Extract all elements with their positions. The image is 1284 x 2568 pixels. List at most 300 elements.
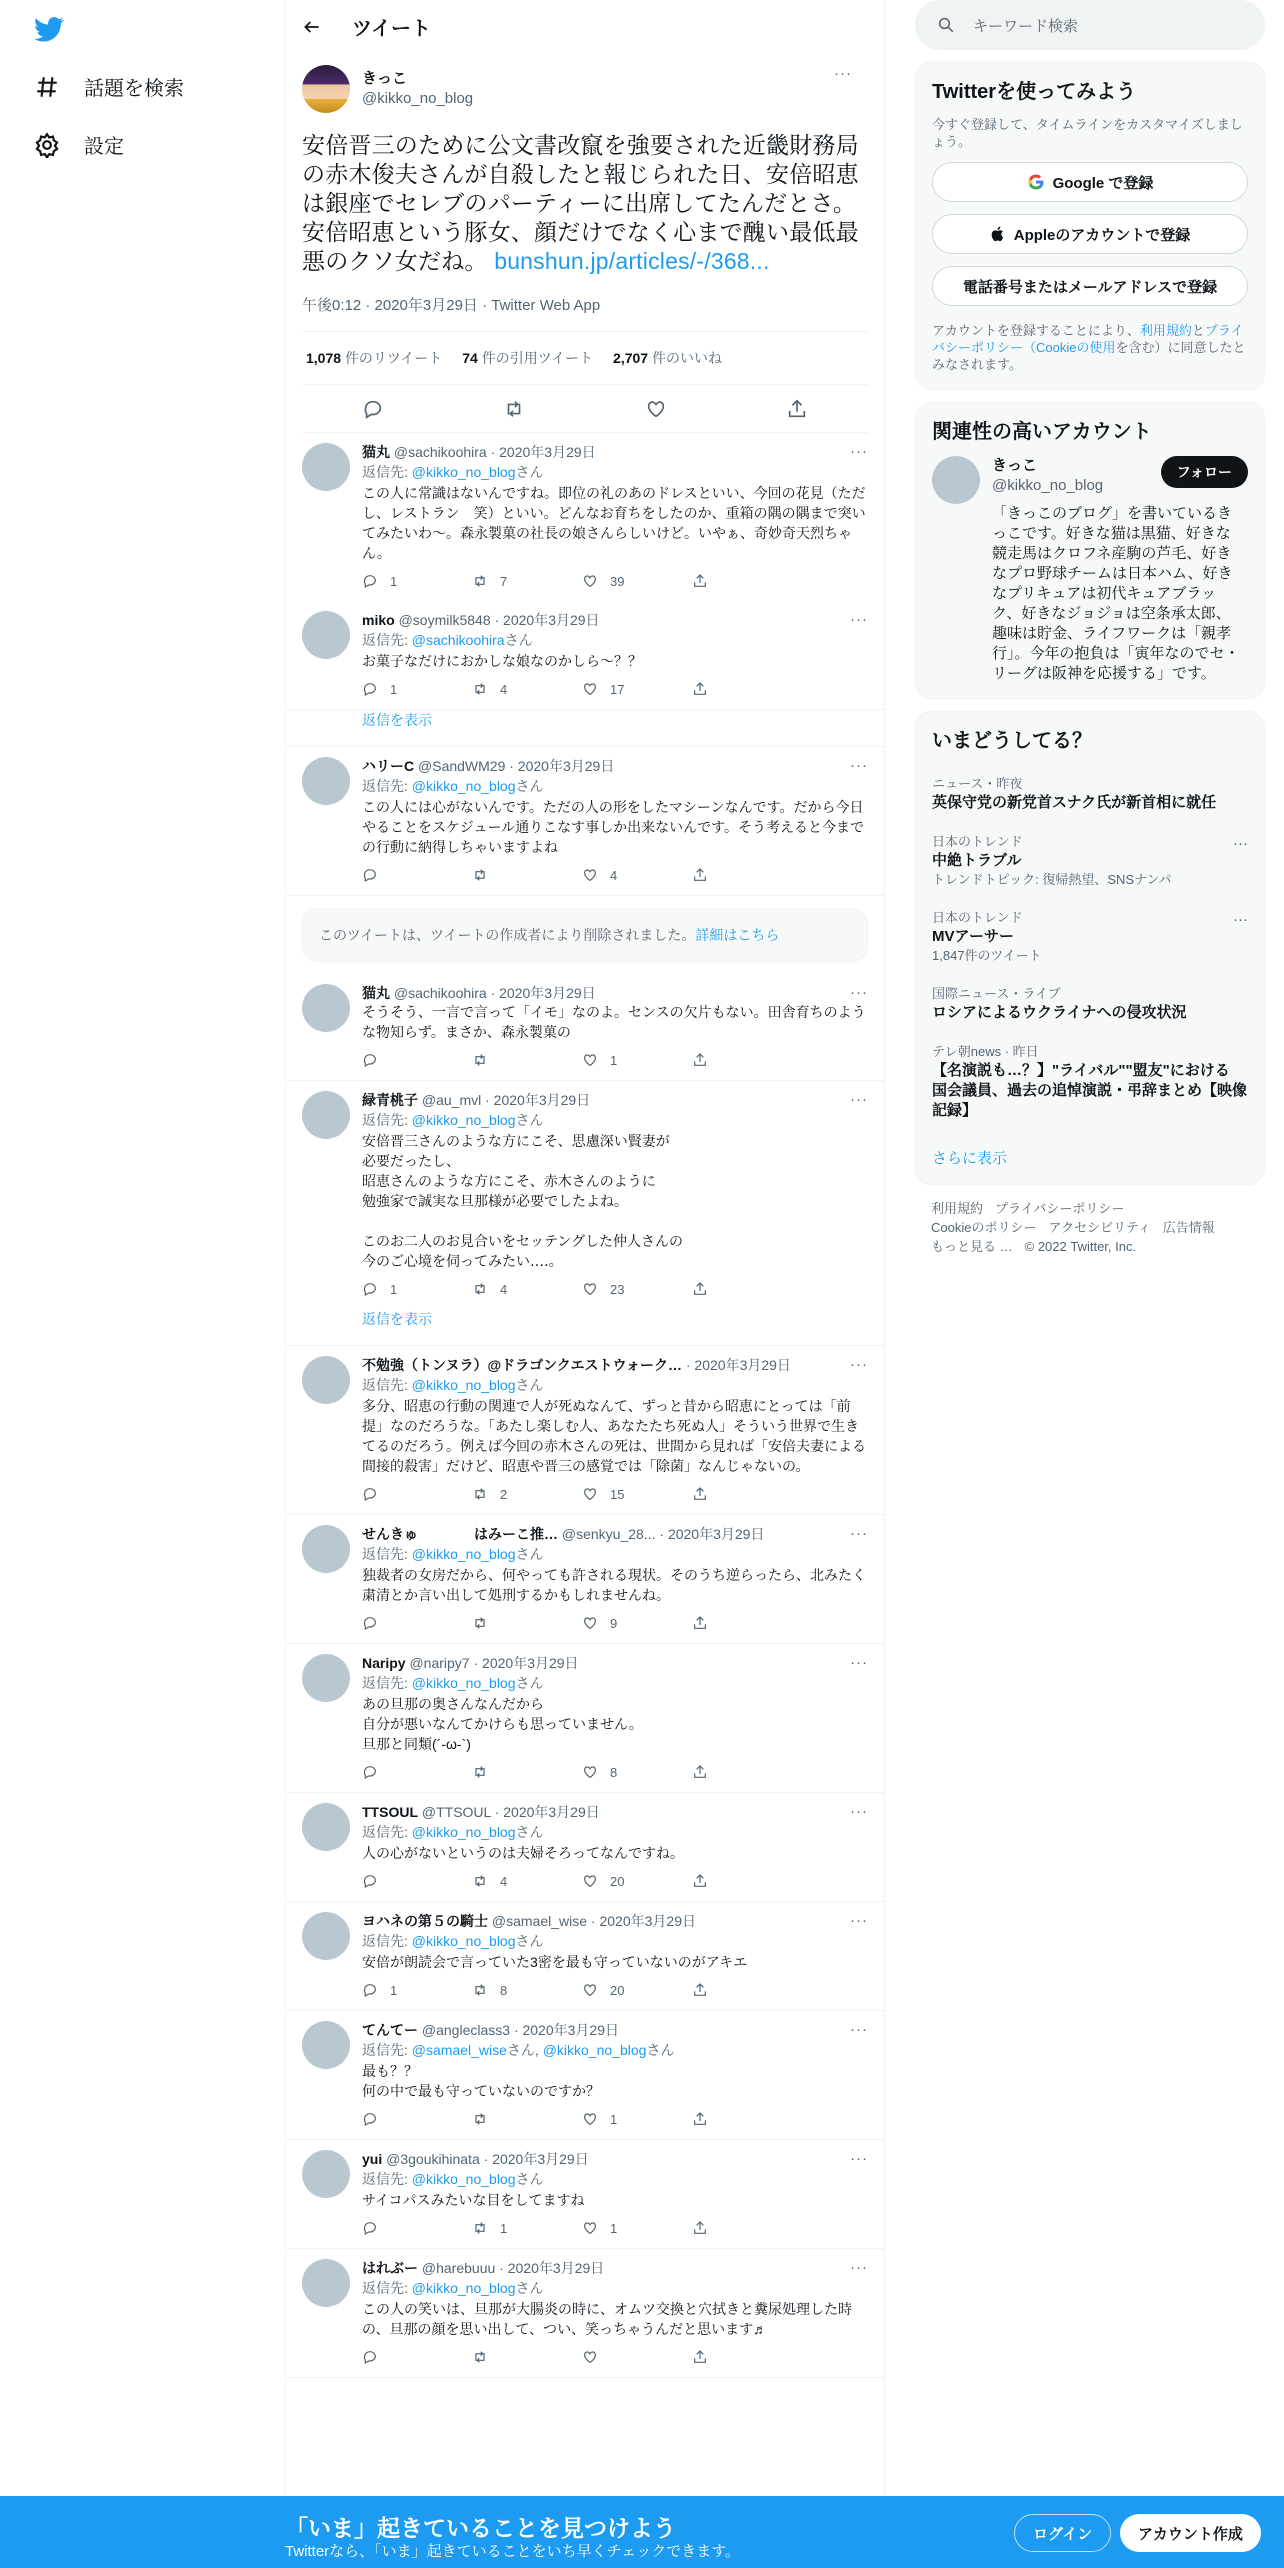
reply-author-name[interactable]: 猫丸: [362, 985, 390, 1001]
reply-header: [362, 1912, 868, 1930]
reply-to: 返信先: @sachikoohiraさん: [362, 632, 533, 648]
retweet-icon[interactable]: [472, 1982, 488, 1998]
reply-author-handle[interactable]: @senkyu_28...: [561, 1526, 656, 1542]
reply-text: あの旦那の奥さんなんだから 自分が悪いなんてかけらも思っていません。 旦那と同類(´-ω-`): [362, 1696, 643, 1752]
mention-link[interactable]: @sachikoohira: [411, 632, 505, 648]
author-handle[interactable]: @kikko_no_blog: [362, 90, 474, 107]
footer-links: [915, 1185, 1265, 1270]
like-icon[interactable]: [582, 681, 598, 697]
reply-icon[interactable]: [362, 1281, 378, 1297]
like-count: 20: [610, 1873, 625, 1889]
more-icon[interactable]: ···: [850, 1091, 868, 1108]
more-icon[interactable]: ···: [850, 1356, 868, 1373]
share-icon[interactable]: [692, 1982, 708, 1998]
like-icon[interactable]: [582, 2111, 598, 2127]
retweet-icon[interactable]: [472, 2220, 488, 2236]
reply-header: [362, 1356, 868, 1374]
reply-tweet[interactable]: [286, 601, 884, 710]
search-box[interactable]: [915, 0, 1265, 50]
more-icon[interactable]: ···: [850, 1912, 868, 1929]
reply-author-handle[interactable]: @sachikoohira: [393, 444, 487, 460]
avatar[interactable]: [302, 2150, 350, 2198]
reply-text: お菓子なだけにおかしな娘なのかしら〜？？: [362, 653, 642, 669]
mention-link[interactable]: @kikko_no_blog: [411, 1933, 516, 1949]
reply-author-name[interactable]: yui: [362, 2151, 383, 2167]
tweet-link[interactable]: bunshun.jp/articles/-/368...: [494, 248, 770, 274]
reply-count: 1: [390, 573, 398, 589]
trend-subtitle: トレンドトピック: 復帰熱望、SNSナンパ: [932, 872, 1172, 887]
reply-header: [362, 1525, 868, 1543]
reply-icon[interactable]: [362, 573, 378, 589]
avatar[interactable]: [302, 2259, 350, 2307]
more-icon[interactable]: ···: [1233, 835, 1248, 852]
avatar[interactable]: [302, 443, 350, 491]
retweet-icon[interactable]: [472, 1873, 488, 1889]
deleted-details-link[interactable]: 詳細はこちら: [695, 927, 780, 943]
reply-to: 返信先: @kikko_no_blogさん: [362, 1112, 544, 1128]
related-name: きっこ: [992, 457, 1038, 474]
like-count: 17: [610, 681, 625, 697]
retweet-icon[interactable]: [472, 1052, 488, 1068]
more-icon[interactable]: ···: [850, 1654, 868, 1671]
reply-author-name[interactable]: Naripy: [362, 1655, 406, 1671]
avatar[interactable]: [302, 2021, 350, 2069]
footer-link[interactable]: アクセシビリティ: [1048, 1220, 1151, 1235]
related-title: 関連性の高いアカウント: [932, 421, 1152, 443]
reply-date[interactable]: · 2020年3月29日: [494, 612, 600, 628]
trends-card: [915, 711, 1265, 1185]
reply-to: 返信先: @kikko_no_blogさん: [362, 2171, 544, 2187]
reply-to: 返信先: @kikko_no_blogさん: [362, 778, 544, 794]
reply-author-name[interactable]: せんきゅ はみーこ推…: [362, 1526, 558, 1542]
reply-icon[interactable]: [362, 1982, 378, 1998]
nav-explore[interactable]: [34, 72, 184, 101]
tweet-stats: [302, 332, 868, 385]
like-icon[interactable]: [582, 1486, 598, 1502]
share-icon[interactable]: [692, 1281, 708, 1297]
reply-tweet[interactable]: [286, 2011, 884, 2140]
like-count: 4: [610, 867, 618, 883]
main-column: [285, 0, 885, 2568]
reply-actions: [362, 2349, 802, 2365]
reply-author-handle[interactable]: @soymilk5848: [398, 612, 491, 628]
like-icon[interactable]: [582, 1615, 598, 1631]
reply-date[interactable]: · 2020年3月29日: [483, 2151, 589, 2167]
trend-item[interactable]: [916, 1033, 1264, 1131]
phone-signup-button[interactable]: [932, 266, 1248, 306]
share-icon[interactable]: [692, 867, 708, 883]
avatar[interactable]: [932, 456, 980, 504]
avatar[interactable]: [302, 1803, 350, 1851]
reply-icon[interactable]: [362, 2111, 378, 2127]
like-icon[interactable]: [582, 1764, 598, 1780]
like-icon[interactable]: [582, 573, 598, 589]
share-icon[interactable]: [692, 573, 708, 589]
reply-text: そうそう、一言で言って「イモ」なのよ。センスの欠片もない。田舎育ちのような物知らず。まさか、森永製菓の: [362, 1004, 866, 1040]
share-icon[interactable]: [692, 1052, 708, 1068]
tweet-actions: [302, 385, 868, 433]
like-count: 8: [610, 1764, 618, 1780]
reply-date[interactable]: · 2020年3月29日: [659, 1526, 765, 1542]
mention-link[interactable]: @kikko_no_blog: [542, 2042, 647, 2058]
right-sidebar: [915, 0, 1265, 1270]
retweet-count: 1: [500, 2220, 508, 2236]
footer-link[interactable]: 利用規約: [931, 1201, 984, 1216]
reply-author-name[interactable]: ヨハネの第５の騎士: [362, 1913, 488, 1929]
reply-actions: [362, 1281, 802, 1297]
signup-card: [915, 62, 1265, 390]
retweet-count: 4: [500, 1281, 508, 1297]
reply-date[interactable]: · 2020年3月29日: [490, 985, 596, 1001]
login-button[interactable]: ログイン: [1014, 2514, 1111, 2552]
reply-author-name[interactable]: TTSOUL: [362, 1804, 418, 1820]
reply-date[interactable]: · 2020年3月29日: [485, 1092, 591, 1108]
apple-signup-label: Appleのアカウントで登録: [1013, 226, 1191, 244]
like-count: 1: [610, 1052, 618, 1068]
reply-author-name[interactable]: ハリーC: [362, 758, 415, 774]
reply-author-handle[interactable]: @SandWM29: [418, 758, 506, 774]
more-icon[interactable]: ···: [850, 2021, 868, 2038]
trend-item[interactable]: [916, 823, 1264, 899]
reply-date[interactable]: · 2020年3月29日: [590, 1913, 696, 1929]
avatar[interactable]: [302, 1912, 350, 1960]
reply-date[interactable]: · 2020年3月29日: [494, 1804, 600, 1820]
more-icon[interactable]: ···: [1233, 911, 1248, 928]
terms-link[interactable]: 利用規約: [1139, 323, 1192, 338]
retweet-icon[interactable]: [472, 1281, 488, 1297]
more-icon[interactable]: ···: [850, 2259, 868, 2276]
avatar[interactable]: [302, 984, 350, 1032]
reply-date[interactable]: · 2020年3月29日: [513, 2022, 619, 2038]
avatar[interactable]: [302, 1525, 350, 1573]
footer-link[interactable]: プライバシーポリシー: [995, 1201, 1125, 1216]
trend-title: 英保守党の新党首スナク氏が新首相に就任: [932, 794, 1217, 811]
like-icon[interactable]: [582, 1052, 598, 1068]
retweet-icon[interactable]: [472, 2111, 488, 2127]
trend-title: MVアーサー: [932, 928, 1015, 945]
quote-count[interactable]: 74 件の引用ツイート: [462, 350, 594, 366]
reply-text: 独裁者の女房だから、何やっても許される現状。そのうち逆らったら、北みたく粛清とか言い出して処刑するかもしれませんね。: [362, 1567, 866, 1603]
mention-link[interactable]: @kikko_no_blog: [411, 1546, 516, 1562]
bottom-subtitle: Twitterなら、「いま」起きていることをいち早くチェックできます。: [285, 2543, 741, 2560]
retweet-count[interactable]: 1,078 件のリツイート: [306, 350, 443, 366]
like-count: 15: [610, 1486, 625, 1502]
search-input[interactable]: キーワード検索: [973, 17, 1079, 35]
mention-link[interactable]: @kikko_no_blog: [411, 2171, 516, 2187]
like-icon[interactable]: [582, 1873, 598, 1889]
apple-signup-button[interactable]: [932, 214, 1248, 254]
reply-tweet[interactable]: [286, 1081, 884, 1309]
trends-title: いまどうしてる？: [932, 730, 1092, 752]
like-icon[interactable]: [582, 2220, 598, 2236]
reply-tweet[interactable]: [286, 1793, 884, 1902]
nav-explore-label: 話題を検索: [84, 78, 184, 100]
trend-item[interactable]: [916, 975, 1264, 1033]
retweet-count: 2: [500, 1486, 508, 1502]
trend-meta: 日本のトレンド: [932, 834, 1023, 849]
reply-icon[interactable]: [362, 1764, 378, 1780]
nav-settings-label: 設定: [84, 136, 124, 158]
share-icon[interactable]: [692, 2111, 708, 2127]
like-icon[interactable]: [582, 1982, 598, 1998]
follow-button[interactable]: フォロー: [1161, 456, 1248, 488]
reply-icon[interactable]: [362, 398, 384, 420]
page-title: ツイート: [352, 18, 431, 40]
more-icon[interactable]: ···: [850, 1803, 868, 1820]
reply-header: [362, 984, 868, 1002]
related-handle: @kikko_no_blog: [992, 477, 1104, 494]
reply-icon[interactable]: [362, 2349, 378, 2365]
reply-author-handle[interactable]: @harebuuu: [421, 2260, 496, 2276]
reply-tweet[interactable]: [286, 433, 884, 601]
avatar[interactable]: [302, 611, 350, 659]
retweet-icon[interactable]: [503, 398, 525, 420]
reply-tweet[interactable]: [286, 2249, 884, 2378]
retweet-icon[interactable]: [472, 867, 488, 883]
reply-header: [362, 1654, 868, 1672]
reply-author-handle[interactable]: @sachikoohira: [393, 985, 487, 1001]
reply-tweet[interactable]: [286, 1902, 884, 2011]
like-icon[interactable]: [582, 867, 598, 883]
avatar[interactable]: [302, 757, 350, 805]
reply-header: [362, 1803, 868, 1821]
reply-text: サイコパスみたいな目をしてますね: [362, 2192, 585, 2208]
more-icon[interactable]: ···: [850, 1525, 868, 1542]
reply-to: 返信先: @kikko_no_blogさん: [362, 1546, 544, 1562]
reply-tweet[interactable]: [286, 974, 884, 1081]
retweet-icon[interactable]: [472, 1764, 488, 1780]
share-icon[interactable]: [692, 1615, 708, 1631]
reply-author-name[interactable]: てんてー: [362, 2022, 418, 2038]
retweet-count: 4: [500, 1873, 508, 1889]
trend-subtitle: 1,847件のツイート: [932, 948, 1042, 963]
share-icon[interactable]: [692, 2349, 708, 2365]
hashtag-icon: [34, 74, 60, 100]
reply-icon[interactable]: [362, 681, 378, 697]
reply-icon[interactable]: [362, 1486, 378, 1502]
copyright: © 2022 Twitter, Inc.: [1024, 1239, 1137, 1254]
reply-text: この人に常識はないんですね。即位の礼のあのドレスといい、今回の花見（ただし、レストラン 笑）といい。どんなお育ちをしたのか、重箱の隅の隅まで突いてみたいわ〜。森永製菓の社長の娘さんらしいけど。いやぁ、奇妙奇天烈ちゃん。: [362, 485, 866, 561]
page-header: [286, 0, 884, 53]
deleted-text: このツイートは、ツイートの作成者により削除されました。: [319, 927, 696, 943]
like-icon[interactable]: [645, 398, 667, 420]
reply-icon[interactable]: [362, 867, 378, 883]
reply-tweet[interactable]: [286, 1515, 884, 1644]
trends-show-more[interactable]: さらに表示: [932, 1150, 1008, 1167]
share-icon[interactable]: [692, 1873, 708, 1889]
trend-meta: テレ朝news · 昨日: [932, 1044, 1039, 1059]
reply-date[interactable]: · 2020年3月29日: [490, 444, 596, 460]
reply-text: 安倍が朗読会で言っていた3密を最も守っていないのがアキエ: [362, 1954, 748, 1970]
retweet-count: 8: [500, 1982, 508, 1998]
reply-actions: [362, 681, 802, 697]
more-icon[interactable]: ···: [850, 984, 868, 1001]
reply-to: 返信先: @kikko_no_blogさん: [362, 1377, 544, 1393]
like-count: 1: [610, 2220, 618, 2236]
tweet-body: 安倍晋三のために公文書改竄を強要された近畿財務局の赤木俊夫さんが自殺したと報じられた日、安倍昭恵は銀座でセレブのパーティーに出席してたんだとさ。安倍昭恵という豚女、顔だけでなく心まで醜い最低最悪のクソ女だね。: [302, 132, 859, 274]
like-count: 39: [610, 573, 625, 589]
mention-link[interactable]: @kikko_no_blog: [411, 464, 516, 480]
avatar[interactable]: [302, 1356, 350, 1404]
reply-text: 最も？？ 何の中で最も守っていないのですか？: [362, 2063, 600, 2099]
bottom-signup-bar: [0, 2496, 1284, 2568]
reply-date[interactable]: · 2020年3月29日: [499, 2260, 605, 2276]
trend-title: ロシアによるウクライナへの侵攻状況: [932, 1004, 1187, 1021]
trend-item[interactable]: [916, 765, 1264, 823]
signup-button[interactable]: アカウント作成: [1120, 2514, 1261, 2552]
like-count: 20: [610, 1982, 625, 1998]
reply-text: この人の笑いは、旦那が大腸炎の時に、オムツ交換と穴拭きと糞尿処理した時の、旦那の顔を思い出して、つい、笑っちゃうんだと思います♬: [362, 2301, 852, 2337]
signup-title: Twitterを使ってみよう: [932, 81, 1137, 103]
reply-text: 安倍晋三さんのような方にこそ、思慮深い賢妻が 必要だったし、 昭恵さんのような方にこそ、赤木さんのように 勉強家で誠実な旦那様が必要でしたよね。 このお二人のお見合いをセッテングした仲人さんの 今のご心境を伺ってみたい‥‥。: [362, 1133, 684, 1269]
reply-count: 1: [390, 681, 398, 697]
reply-count: 1: [390, 1281, 398, 1297]
retweet-icon[interactable]: [472, 573, 488, 589]
trend-title: 【名演説も…？】"ライバル""盟友"における 国会議員、過去の追悼演説・弔辞まとめ【映像記録】: [932, 1062, 1248, 1119]
reply-text: この人には心がないんです。ただの人の形をしたマシーンなんです。だから今日やることをスケジュール通りこなす事しか出来ないんです。そう考えると今までの行動に納得しちゃいますよね: [362, 799, 865, 855]
reply-author-handle[interactable]: @angleclass3: [421, 2022, 511, 2038]
tweet-meta[interactable]: 午後0:12 · 2020年3月29日 · Twitter Web App: [302, 294, 868, 332]
mention-link[interactable]: @kikko_no_blog: [411, 1112, 516, 1128]
gear-icon: [34, 132, 60, 158]
reply-header: [362, 2259, 868, 2277]
reply-to: 返信先: @kikko_no_blogさん: [362, 1675, 544, 1691]
retweet-icon[interactable]: [472, 2349, 488, 2365]
reply-text: 人の心がないというのは夫婦そろってなんですね。: [362, 1845, 684, 1861]
reply-actions: [362, 2111, 802, 2127]
reply-date[interactable]: · 2020年3月29日: [473, 1655, 579, 1671]
reply-header: [362, 1091, 868, 1109]
trend-meta: ニュース・昨夜: [932, 776, 1023, 791]
footer-link[interactable]: Cookieのポリシー: [931, 1220, 1037, 1235]
reply-actions: [362, 1764, 802, 1780]
reply-actions: [362, 1982, 802, 1998]
show-replies-link[interactable]: 返信を表示: [286, 710, 884, 747]
google-signup-label: Google で登録: [1052, 174, 1154, 192]
show-replies-link[interactable]: 返信を表示: [286, 1309, 884, 1346]
mention-link[interactable]: @kikko_no_blog: [411, 2280, 516, 2296]
twitter-bird-icon[interactable]: [34, 14, 64, 44]
footer-link[interactable]: 広告情報: [1162, 1220, 1215, 1235]
share-icon[interactable]: [692, 1764, 708, 1780]
reply-header: [362, 757, 868, 775]
trend-title: 中絶トラブル: [932, 852, 1022, 869]
avatar[interactable]: [302, 1091, 350, 1139]
tweet-text: [302, 131, 868, 276]
reply-author-handle[interactable]: @TTSOUL: [421, 1804, 491, 1820]
mention-link[interactable]: @kikko_no_blog: [411, 1377, 516, 1393]
reply-header: [362, 2021, 868, 2039]
bottom-title: 「いま」起きていることを見つけよう: [285, 2515, 676, 2541]
reply-to: 返信先: @kikko_no_blogさん: [362, 1933, 544, 1949]
reply-to: 返信先: @samael_wiseさん, @kikko_no_blogさん: [362, 2042, 675, 2058]
reply-date[interactable]: · 2020年3月29日: [509, 758, 615, 774]
author-name[interactable]: きっこ: [362, 70, 408, 87]
retweet-icon[interactable]: [472, 1486, 488, 1502]
like-count[interactable]: 2,707 件のいいね: [613, 350, 722, 366]
share-icon[interactable]: [786, 398, 808, 420]
reply-author-name[interactable]: 不勉強（トンヌラ）@ドラゴンクエストウォーク…: [362, 1357, 682, 1373]
reply-actions: [362, 867, 802, 883]
reply-tweet[interactable]: [286, 1644, 884, 1793]
focal-tweet: [286, 53, 884, 433]
trend-item[interactable]: [916, 899, 1264, 975]
reply-author-handle[interactable]: @3goukihinata: [386, 2151, 480, 2167]
reply-to: 返信先: @kikko_no_blogさん: [362, 464, 544, 480]
retweet-icon[interactable]: [472, 681, 488, 697]
reply-tweet[interactable]: [286, 1346, 884, 1515]
reply-header: [362, 443, 868, 461]
back-arrow-icon[interactable]: [302, 17, 322, 37]
reply-icon[interactable]: [362, 1873, 378, 1889]
reply-author-handle[interactable]: @naripy7: [409, 1655, 470, 1671]
related-account[interactable]: [916, 456, 1264, 698]
more-icon[interactable]: ···: [850, 757, 868, 774]
mention-link[interactable]: @samael_wise: [411, 2042, 507, 2058]
reply-list: [286, 433, 884, 2378]
reply-to: 返信先: @kikko_no_blogさん: [362, 2280, 544, 2296]
reply-icon[interactable]: [362, 1615, 378, 1631]
mention-link[interactable]: @kikko_no_blog: [411, 1824, 516, 1840]
search-icon: [937, 16, 955, 34]
reply-author-name[interactable]: 猫丸: [362, 444, 390, 460]
avatar[interactable]: [302, 1654, 350, 1702]
reply-author-name[interactable]: はれぶー: [362, 2260, 418, 2276]
reply-tweet[interactable]: [286, 2140, 884, 2249]
like-count: 9: [610, 1615, 618, 1631]
apple-icon: [990, 225, 1006, 243]
more-icon[interactable]: ···: [850, 443, 868, 460]
retweet-icon[interactable]: [472, 1615, 488, 1631]
reply-actions: [362, 1873, 802, 1889]
reply-actions: [362, 1486, 802, 1502]
mention-link[interactable]: @kikko_no_blog: [411, 778, 516, 794]
google-icon: [1027, 173, 1045, 191]
reply-author-name[interactable]: miko: [362, 612, 395, 628]
share-icon[interactable]: [692, 1486, 708, 1502]
more-icon[interactable]: ···: [850, 611, 868, 628]
reply-author-handle[interactable]: @au_mvl: [421, 1092, 482, 1108]
like-icon[interactable]: [582, 2349, 598, 2365]
reply-icon[interactable]: [362, 1052, 378, 1068]
reply-tweet[interactable]: [286, 747, 884, 896]
like-icon[interactable]: [582, 1281, 598, 1297]
trend-meta: 国際ニュース・ライブ: [932, 986, 1061, 1001]
like-count: 23: [610, 1281, 625, 1297]
reply-author-handle[interactable]: @samael_wise: [491, 1913, 588, 1929]
phone-signup-label: 電話番号またはメールアドレスで登録: [962, 278, 1218, 296]
mention-link[interactable]: @kikko_no_blog: [411, 1675, 516, 1691]
nav-settings[interactable]: [34, 130, 124, 159]
reply-header: [362, 611, 868, 629]
reply-header: [362, 2150, 868, 2168]
reply-date[interactable]: · 2020年3月29日: [685, 1357, 791, 1373]
footer-link[interactable]: もっと見る …: [931, 1239, 1013, 1254]
reply-actions: [362, 573, 802, 589]
reply-count: 1: [390, 1982, 398, 1998]
google-signup-button[interactable]: [932, 162, 1248, 202]
share-icon[interactable]: [692, 681, 708, 697]
reply-icon[interactable]: [362, 2220, 378, 2236]
reply-author-name[interactable]: 緑青桃子: [362, 1092, 418, 1108]
share-icon[interactable]: [692, 2220, 708, 2236]
retweet-count: 7: [500, 573, 508, 589]
more-icon[interactable]: ···: [834, 65, 852, 82]
deleted-tweet-notice: [302, 908, 868, 962]
avatar[interactable]: [302, 65, 350, 113]
privacy-link[interactable]: プライバシーポリシー（Cookieの使用: [932, 323, 1244, 355]
more-icon[interactable]: ···: [850, 2150, 868, 2167]
